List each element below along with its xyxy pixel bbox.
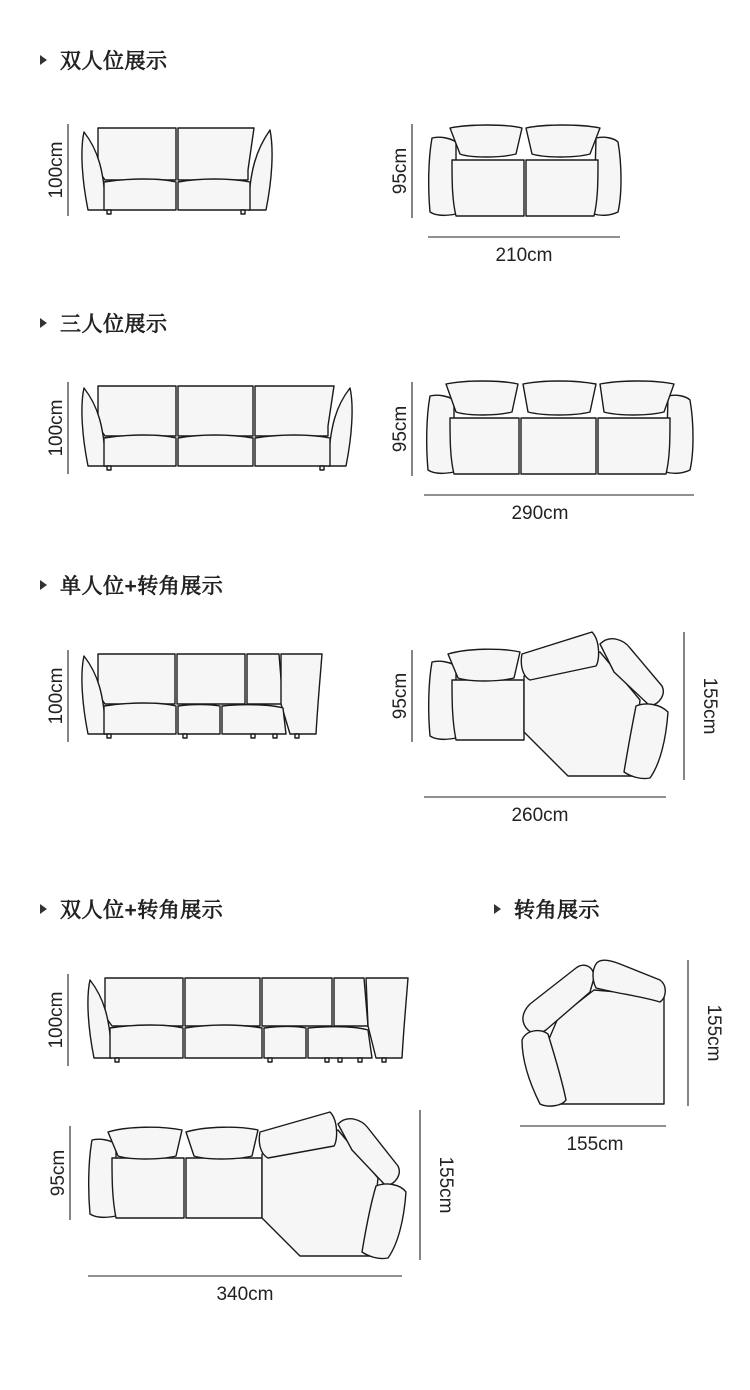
width-label: 210cm xyxy=(495,245,553,266)
corner-depth-label: 155cm xyxy=(435,1156,456,1214)
three-seat-top-view xyxy=(427,381,693,474)
section-title-label: 单人位+转角展示 xyxy=(60,575,224,598)
section-title-label: 双人位+转角展示 xyxy=(60,899,224,922)
section-title-label: 转角展示 xyxy=(514,899,600,922)
height-label: 100cm xyxy=(46,667,67,725)
two-seat-top-view xyxy=(429,125,621,216)
section-title-label: 三人位展示 xyxy=(60,313,168,336)
single-corner-top-view xyxy=(429,632,668,779)
width-label: 290cm xyxy=(511,503,569,524)
corner-depth-label: 155cm xyxy=(703,1004,724,1062)
two-seat-corner-front-view xyxy=(88,978,408,1062)
depth-label: 95cm xyxy=(48,1149,69,1197)
three-seat-front-view xyxy=(82,386,352,470)
single-corner-front-view xyxy=(82,654,322,738)
section-title-label: 双人位展示 xyxy=(60,50,168,73)
width-label: 340cm xyxy=(216,1284,274,1305)
corner-top-view xyxy=(522,960,665,1106)
depth-label: 95cm xyxy=(390,405,411,453)
height-label: 100cm xyxy=(46,399,67,457)
depth-label: 95cm xyxy=(390,147,411,195)
two-seat-corner-top-view xyxy=(89,1112,406,1259)
width-label: 260cm xyxy=(511,805,569,826)
two-seat-front-view xyxy=(82,128,272,214)
depth-label: 95cm xyxy=(390,672,411,720)
height-label: 100cm xyxy=(46,991,67,1049)
height-label: 100cm xyxy=(46,141,67,199)
width-label: 155cm xyxy=(566,1134,624,1155)
corner-depth-label: 155cm xyxy=(699,677,720,735)
